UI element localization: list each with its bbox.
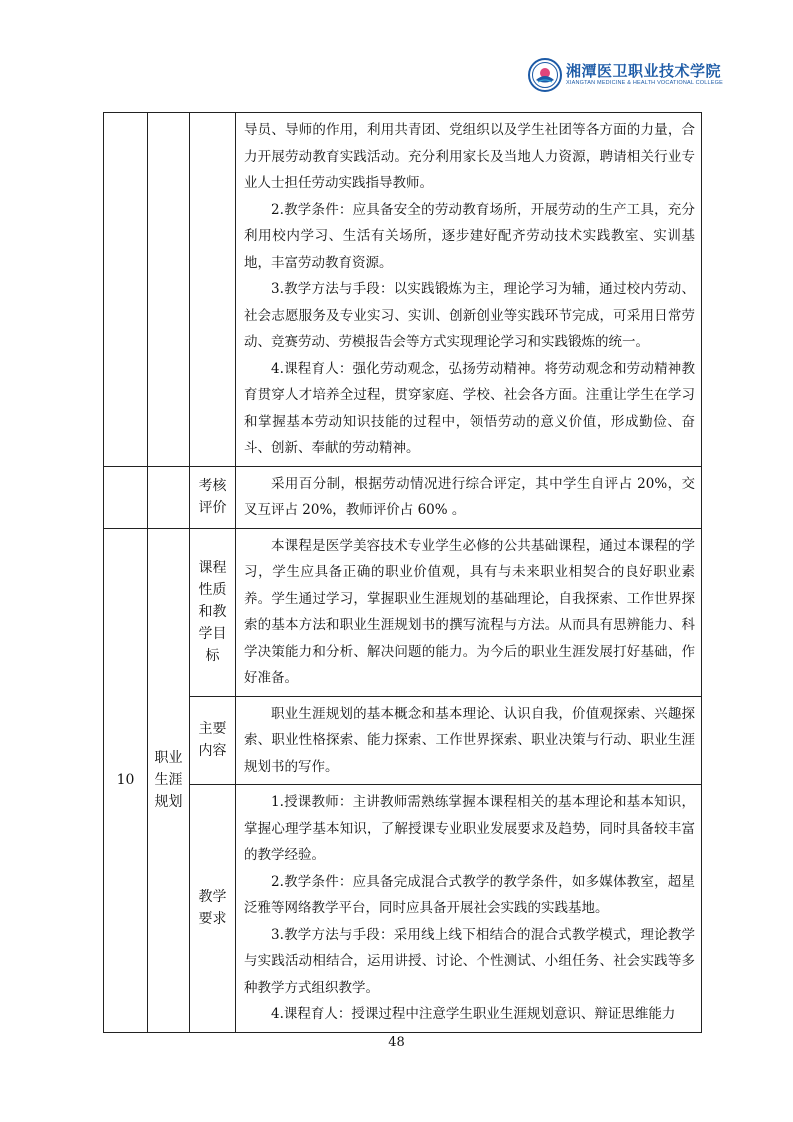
course-name: 职业生涯规划	[148, 528, 190, 1032]
table-row	[104, 466, 702, 528]
college-name-en: XIANGTAN MEDICINE & HEALTH VOCATIONAL COLLEGE	[566, 80, 724, 86]
page-number: 48	[388, 1035, 405, 1050]
prev-req-para-1: 导员、导师的作用，利用共青团、党组织以及学生社团等各方面的力量，合力开展劳动教育实践活动。充分利用家长及当地人力资源，聘请相关行业专业人士担任劳动实践指导教师。	[244, 122, 695, 191]
assessment-content: 采用百分制，根据劳动情况进行综合评定，其中学生自评占 20%，交叉互评占 20%，教师评价占 60% 。	[236, 466, 702, 528]
req-para-1: 1.授课教师：主讲教师需熟练掌握本课程相关的基本理论和基本知识，掌握心理学基本知识，了解授课专业职业发展要求及趋势，同时具备较丰富的教学经验。	[244, 794, 695, 863]
prev-course-number	[104, 113, 148, 467]
college-name-cn: 湘潭医卫职业技术学院	[566, 62, 722, 80]
prev-course-name	[148, 113, 190, 467]
table-row	[104, 528, 702, 696]
table-row	[104, 113, 702, 467]
college-emblem-icon	[528, 58, 562, 92]
prev-req-para-3: 3.教学方法与手段：以实践锻炼为主，理论学习为辅，通过校内劳动、社会志愿服务及专业实习、实训、创新创业等实践环节完成，可采用日常劳动、竞赛劳动、劳模报告会等方式实现理论学习和实践锻炼的统一。	[244, 281, 695, 350]
nature-label: 课程性质和教学目标	[190, 528, 236, 696]
nature-content: 本课程是医学美容技术专业学生必修的公共基础课程，通过本课程的学习，学生应具备正确的职业价值观，具有与未来职业相契合的良好职业素养。学生通过学习，掌握职业生涯规划的基础理论，自我探索、工作世界探索的基本方法和职业生涯规划书的撰写流程与方法。从而具有思辨能力、科学决策能力和分析、解决问题的能力。为今后的职业生涯发展打好基础，作好准备。	[236, 528, 702, 696]
assessment-label: 考核评价	[190, 466, 236, 528]
req-para-2: 2.教学条件：应具备完成混合式教学的教学条件，如多媒体教室，超星泛雅等网络教学平台，同时应具备开展社会实践的实践基地。	[244, 873, 695, 916]
prev-teaching-requirements	[236, 113, 702, 467]
prev-req-para-2: 2.教学条件：应具备安全的劳动教育场所，开展劳动的生产工具，充分利用校内学习、生活有关场所，逐步建好配齐劳动技术实践教室、实训基地，丰富劳动教育资源。	[244, 201, 695, 271]
req-para-4: 4.课程育人：授课过程中注意学生职业生涯规划意识、辩证思维能力	[271, 1006, 676, 1022]
prev-req-label	[190, 113, 236, 467]
college-logo	[528, 58, 724, 94]
table-row	[104, 785, 702, 1033]
content-label: 主要内容	[190, 696, 236, 785]
req-para-3: 3.教学方法与手段：采用线上线下相结合的混合式教学模式，理论教学与实践活动相结合，运用讲授、讨论、个性测试、小组任务、社会实践等多种教学方式组织教学。	[244, 926, 695, 996]
prev-req-para-4: 4.课程育人：强化劳动观念，弘扬劳动精神。将劳动观念和劳动精神教育贯穿人才培养全过程，贯穿家庭、学校、社会各方面。注重让学生在学习和掌握基本劳动知识技能的过程中，领悟劳动的意义价值，形成勤俭、奋斗、创新、奉献的劳动精神。	[244, 360, 695, 456]
requirements-label: 教学要求	[190, 785, 236, 1033]
course-number: 10	[104, 528, 148, 1032]
requirements-content	[236, 785, 702, 1033]
course-table	[103, 112, 702, 1033]
main-content: 职业生涯规划的基本概念和基本理论、认识自我，价值观探索、兴趣探索、职业性格探索、能力探索、工作世界探索、职业决策与行动、职业生涯规划书的写作。	[236, 696, 702, 785]
table-row	[104, 696, 702, 785]
